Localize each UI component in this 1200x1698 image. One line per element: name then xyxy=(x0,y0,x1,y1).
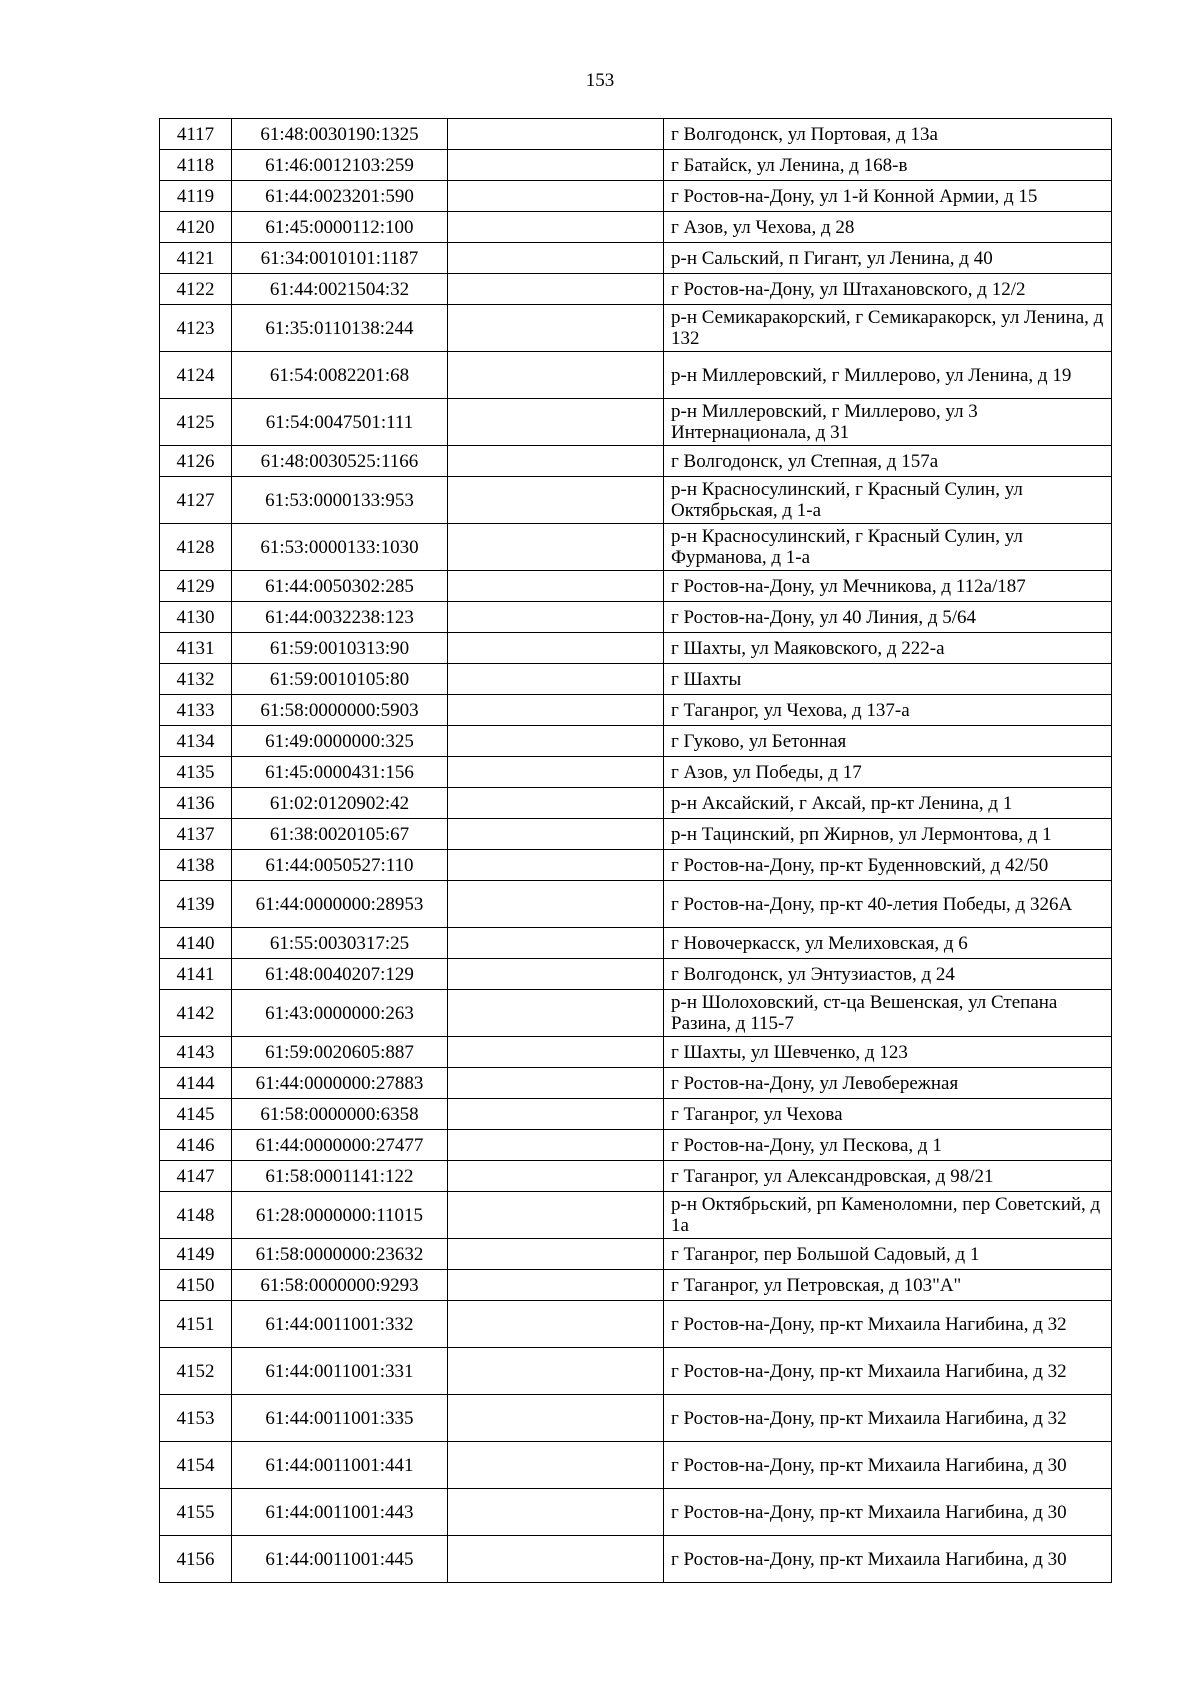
table-row xyxy=(160,212,1112,243)
cadastral-number-cell: 61:53:0000133:953 xyxy=(232,477,448,524)
table-row xyxy=(160,1068,1112,1099)
table-row xyxy=(160,399,1112,446)
table-row xyxy=(160,1037,1112,1068)
row-number-cell: 4153 xyxy=(160,1395,232,1442)
row-number-cell: 4154 xyxy=(160,1442,232,1489)
empty-cell xyxy=(448,212,664,243)
table-row xyxy=(160,1192,1112,1239)
table-row xyxy=(160,788,1112,819)
empty-cell xyxy=(448,477,664,524)
empty-cell xyxy=(448,695,664,726)
address-cell: г Таганрог, ул Александровская, д 98/21 xyxy=(664,1161,1112,1192)
table-row xyxy=(160,181,1112,212)
cadastral-number-cell: 61:43:0000000:263 xyxy=(232,990,448,1037)
registry-table-body xyxy=(160,119,1112,1583)
empty-cell xyxy=(448,633,664,664)
empty-cell xyxy=(448,1301,664,1348)
cadastral-number-cell: 61:28:0000000:11015 xyxy=(232,1192,448,1239)
empty-cell xyxy=(448,1192,664,1239)
address-cell: г Азов, ул Чехова, д 28 xyxy=(664,212,1112,243)
table-row xyxy=(160,305,1112,352)
row-number-cell: 4152 xyxy=(160,1348,232,1395)
empty-cell xyxy=(448,181,664,212)
empty-cell xyxy=(448,1442,664,1489)
cadastral-number-cell: 61:44:0023201:590 xyxy=(232,181,448,212)
table-row xyxy=(160,243,1112,274)
address-cell: г Ростов-на-Дону, пр-кт 40-летия Победы, д 326А xyxy=(664,881,1112,928)
table-row xyxy=(160,1395,1112,1442)
row-number-cell: 4134 xyxy=(160,726,232,757)
cadastral-number-cell: 61:44:0011001:441 xyxy=(232,1442,448,1489)
cadastral-number-cell: 61:48:0030525:1166 xyxy=(232,446,448,477)
address-cell: р-н Семикаракорский, г Семикаракорск, ул Ленина, д 132 xyxy=(664,305,1112,352)
table-row xyxy=(160,274,1112,305)
address-cell: г Шахты, ул Шевченко, д 123 xyxy=(664,1037,1112,1068)
row-number-cell: 4132 xyxy=(160,664,232,695)
empty-cell xyxy=(448,352,664,399)
row-number-cell: 4125 xyxy=(160,399,232,446)
cadastral-number-cell: 61:44:0050527:110 xyxy=(232,850,448,881)
address-cell: г Ростов-на-Дону, ул Мечникова, д 112а/187 xyxy=(664,571,1112,602)
empty-cell xyxy=(448,602,664,633)
empty-cell xyxy=(448,881,664,928)
table-row xyxy=(160,1442,1112,1489)
cadastral-number-cell: 61:59:0020605:887 xyxy=(232,1037,448,1068)
cadastral-number-cell: 61:48:0040207:129 xyxy=(232,959,448,990)
cadastral-number-cell: 61:44:0000000:27883 xyxy=(232,1068,448,1099)
table-row xyxy=(160,1270,1112,1301)
table-row xyxy=(160,571,1112,602)
row-number-cell: 4138 xyxy=(160,850,232,881)
address-cell: р-н Шолоховский, ст-ца Вешенская, ул Степана Разина, д 115-7 xyxy=(664,990,1112,1037)
empty-cell xyxy=(448,1161,664,1192)
table-row xyxy=(160,928,1112,959)
empty-cell xyxy=(448,850,664,881)
empty-cell xyxy=(448,571,664,602)
address-cell: г Ростов-на-Дону, пр-кт Буденновский, д 42/50 xyxy=(664,850,1112,881)
table-row xyxy=(160,664,1112,695)
cadastral-number-cell: 61:44:0011001:332 xyxy=(232,1301,448,1348)
row-number-cell: 4127 xyxy=(160,477,232,524)
table-row xyxy=(160,1099,1112,1130)
cadastral-number-cell: 61:44:0011001:331 xyxy=(232,1348,448,1395)
cadastral-number-cell: 61:54:0047501:111 xyxy=(232,399,448,446)
row-number-cell: 4135 xyxy=(160,757,232,788)
address-cell: р-н Миллеровский, г Миллерово, ул 3 Интернационала, д 31 xyxy=(664,399,1112,446)
cadastral-number-cell: 61:44:0050302:285 xyxy=(232,571,448,602)
row-number-cell: 4128 xyxy=(160,524,232,571)
address-cell: р-н Октябрьский, рп Каменоломни, пер Советский, д 1а xyxy=(664,1192,1112,1239)
cadastral-number-cell: 61:46:0012103:259 xyxy=(232,150,448,181)
row-number-cell: 4150 xyxy=(160,1270,232,1301)
table-row xyxy=(160,695,1112,726)
row-number-cell: 4148 xyxy=(160,1192,232,1239)
address-cell: г Ростов-на-Дону, ул Штахановского, д 12/2 xyxy=(664,274,1112,305)
empty-cell xyxy=(448,757,664,788)
cadastral-number-cell: 61:02:0120902:42 xyxy=(232,788,448,819)
cadastral-number-cell: 61:59:0010105:80 xyxy=(232,664,448,695)
row-number-cell: 4139 xyxy=(160,881,232,928)
row-number-cell: 4126 xyxy=(160,446,232,477)
address-cell: г Батайск, ул Ленина, д 168-в xyxy=(664,150,1112,181)
row-number-cell: 4144 xyxy=(160,1068,232,1099)
empty-cell xyxy=(448,446,664,477)
empty-cell xyxy=(448,1130,664,1161)
cadastral-number-cell: 61:58:0000000:23632 xyxy=(232,1239,448,1270)
empty-cell xyxy=(448,274,664,305)
cadastral-number-cell: 61:34:0010101:1187 xyxy=(232,243,448,274)
row-number-cell: 4156 xyxy=(160,1536,232,1583)
address-cell: г Таганрог, пер Большой Садовый, д 1 xyxy=(664,1239,1112,1270)
table-row xyxy=(160,1536,1112,1583)
row-number-cell: 4119 xyxy=(160,181,232,212)
row-number-cell: 4149 xyxy=(160,1239,232,1270)
table-row xyxy=(160,119,1112,150)
cadastral-number-cell: 61:48:0030190:1325 xyxy=(232,119,448,150)
table-row xyxy=(160,477,1112,524)
row-number-cell: 4143 xyxy=(160,1037,232,1068)
address-cell: р-н Красносулинский, г Красный Сулин, ул Фурманова, д 1-а xyxy=(664,524,1112,571)
empty-cell xyxy=(448,959,664,990)
property-registry-table xyxy=(159,118,1112,1583)
cadastral-number-cell: 61:44:0011001:445 xyxy=(232,1536,448,1583)
row-number-cell: 4137 xyxy=(160,819,232,850)
row-number-cell: 4155 xyxy=(160,1489,232,1536)
table-row xyxy=(160,352,1112,399)
cadastral-number-cell: 61:58:0000000:6358 xyxy=(232,1099,448,1130)
cadastral-number-cell: 61:58:0000000:9293 xyxy=(232,1270,448,1301)
empty-cell xyxy=(448,819,664,850)
address-cell: г Ростов-на-Дону, ул Пескова, д 1 xyxy=(664,1130,1112,1161)
row-number-cell: 4120 xyxy=(160,212,232,243)
table-row xyxy=(160,524,1112,571)
address-cell: г Ростов-на-Дону, пр-кт Михаила Нагибина, д 32 xyxy=(664,1395,1112,1442)
cadastral-number-cell: 61:44:0000000:27477 xyxy=(232,1130,448,1161)
table-row xyxy=(160,1161,1112,1192)
address-cell: г Ростов-на-Дону, пр-кт Михаила Нагибина, д 32 xyxy=(664,1348,1112,1395)
address-cell: г Ростов-на-Дону, пр-кт Михаила Нагибина, д 32 xyxy=(664,1301,1112,1348)
table-row xyxy=(160,850,1112,881)
empty-cell xyxy=(448,1270,664,1301)
empty-cell xyxy=(448,1536,664,1583)
table-row xyxy=(160,1130,1112,1161)
address-cell: р-н Сальский, п Гигант, ул Ленина, д 40 xyxy=(664,243,1112,274)
address-cell: г Ростов-на-Дону, пр-кт Михаила Нагибина, д 30 xyxy=(664,1442,1112,1489)
table-row xyxy=(160,1489,1112,1536)
empty-cell xyxy=(448,726,664,757)
table-row xyxy=(160,990,1112,1037)
table-row xyxy=(160,959,1112,990)
address-cell: р-н Аксайский, г Аксай, пр-кт Ленина, д 1 xyxy=(664,788,1112,819)
row-number-cell: 4121 xyxy=(160,243,232,274)
cadastral-number-cell: 61:35:0110138:244 xyxy=(232,305,448,352)
row-number-cell: 4145 xyxy=(160,1099,232,1130)
address-cell: г Гуково, ул Бетонная xyxy=(664,726,1112,757)
table-row xyxy=(160,633,1112,664)
cadastral-number-cell: 61:53:0000133:1030 xyxy=(232,524,448,571)
table-row xyxy=(160,819,1112,850)
cadastral-number-cell: 61:55:0030317:25 xyxy=(232,928,448,959)
row-number-cell: 4123 xyxy=(160,305,232,352)
row-number-cell: 4118 xyxy=(160,150,232,181)
address-cell: г Волгодонск, ул Портовая, д 13а xyxy=(664,119,1112,150)
address-cell: р-н Тацинский, рп Жирнов, ул Лермонтова, д 1 xyxy=(664,819,1112,850)
row-number-cell: 4131 xyxy=(160,633,232,664)
row-number-cell: 4141 xyxy=(160,959,232,990)
address-cell: г Ростов-на-Дону, пр-кт Михаила Нагибина, д 30 xyxy=(664,1489,1112,1536)
address-cell: г Азов, ул Победы, д 17 xyxy=(664,757,1112,788)
address-cell: р-н Красносулинский, г Красный Сулин, ул Октябрьская, д 1-а xyxy=(664,477,1112,524)
row-number-cell: 4129 xyxy=(160,571,232,602)
address-cell: г Таганрог, ул Чехова, д 137-а xyxy=(664,695,1112,726)
address-cell: г Новочеркасск, ул Мелиховская, д 6 xyxy=(664,928,1112,959)
table-row xyxy=(160,881,1112,928)
empty-cell xyxy=(448,119,664,150)
address-cell: р-н Миллеровский, г Миллерово, ул Ленина, д 19 xyxy=(664,352,1112,399)
empty-cell xyxy=(448,399,664,446)
table-row xyxy=(160,150,1112,181)
address-cell: г Ростов-на-Дону, ул 40 Линия, д 5/64 xyxy=(664,602,1112,633)
empty-cell xyxy=(448,524,664,571)
address-cell: г Ростов-на-Дону, ул Левобережная xyxy=(664,1068,1112,1099)
cadastral-number-cell: 61:44:0021504:32 xyxy=(232,274,448,305)
cadastral-number-cell: 61:59:0010313:90 xyxy=(232,633,448,664)
address-cell: г Таганрог, ул Чехова xyxy=(664,1099,1112,1130)
row-number-cell: 4140 xyxy=(160,928,232,959)
row-number-cell: 4136 xyxy=(160,788,232,819)
empty-cell xyxy=(448,1348,664,1395)
page-number: 153 xyxy=(585,70,615,91)
empty-cell xyxy=(448,1395,664,1442)
row-number-cell: 4130 xyxy=(160,602,232,633)
table-row xyxy=(160,446,1112,477)
table-row xyxy=(160,1239,1112,1270)
table-row xyxy=(160,757,1112,788)
empty-cell xyxy=(448,788,664,819)
address-cell: г Волгодонск, ул Степная, д 157а xyxy=(664,446,1112,477)
cadastral-number-cell: 61:44:0032238:123 xyxy=(232,602,448,633)
row-number-cell: 4133 xyxy=(160,695,232,726)
row-number-cell: 4146 xyxy=(160,1130,232,1161)
row-number-cell: 4122 xyxy=(160,274,232,305)
cadastral-number-cell: 61:44:0000000:28953 xyxy=(232,881,448,928)
cadastral-number-cell: 61:45:0000431:156 xyxy=(232,757,448,788)
empty-cell xyxy=(448,990,664,1037)
cadastral-number-cell: 61:54:0082201:68 xyxy=(232,352,448,399)
address-cell: г Шахты, ул Маяковского, д 222-а xyxy=(664,633,1112,664)
cadastral-number-cell: 61:58:0000000:5903 xyxy=(232,695,448,726)
address-cell: г Ростов-на-Дону, пр-кт Михаила Нагибина, д 30 xyxy=(664,1536,1112,1583)
empty-cell xyxy=(448,1099,664,1130)
row-number-cell: 4117 xyxy=(160,119,232,150)
empty-cell xyxy=(448,1068,664,1099)
table-row xyxy=(160,602,1112,633)
empty-cell xyxy=(448,664,664,695)
cadastral-number-cell: 61:58:0001141:122 xyxy=(232,1161,448,1192)
address-cell: г Ростов-на-Дону, ул 1-й Конной Армии, д 15 xyxy=(664,181,1112,212)
cadastral-number-cell: 61:38:0020105:67 xyxy=(232,819,448,850)
cadastral-number-cell: 61:45:0000112:100 xyxy=(232,212,448,243)
row-number-cell: 4147 xyxy=(160,1161,232,1192)
empty-cell xyxy=(448,1489,664,1536)
empty-cell xyxy=(448,1239,664,1270)
row-number-cell: 4142 xyxy=(160,990,232,1037)
cadastral-number-cell: 61:44:0011001:335 xyxy=(232,1395,448,1442)
address-cell: г Таганрог, ул Петровская, д 103"А" xyxy=(664,1270,1112,1301)
empty-cell xyxy=(448,243,664,274)
address-cell: г Волгодонск, ул Энтузиастов, д 24 xyxy=(664,959,1112,990)
cadastral-number-cell: 61:49:0000000:325 xyxy=(232,726,448,757)
row-number-cell: 4124 xyxy=(160,352,232,399)
row-number-cell: 4151 xyxy=(160,1301,232,1348)
empty-cell xyxy=(448,305,664,352)
cadastral-number-cell: 61:44:0011001:443 xyxy=(232,1489,448,1536)
table-row xyxy=(160,1301,1112,1348)
table-row xyxy=(160,726,1112,757)
table-row xyxy=(160,1348,1112,1395)
empty-cell xyxy=(448,150,664,181)
empty-cell xyxy=(448,1037,664,1068)
empty-cell xyxy=(448,928,664,959)
address-cell: г Шахты xyxy=(664,664,1112,695)
